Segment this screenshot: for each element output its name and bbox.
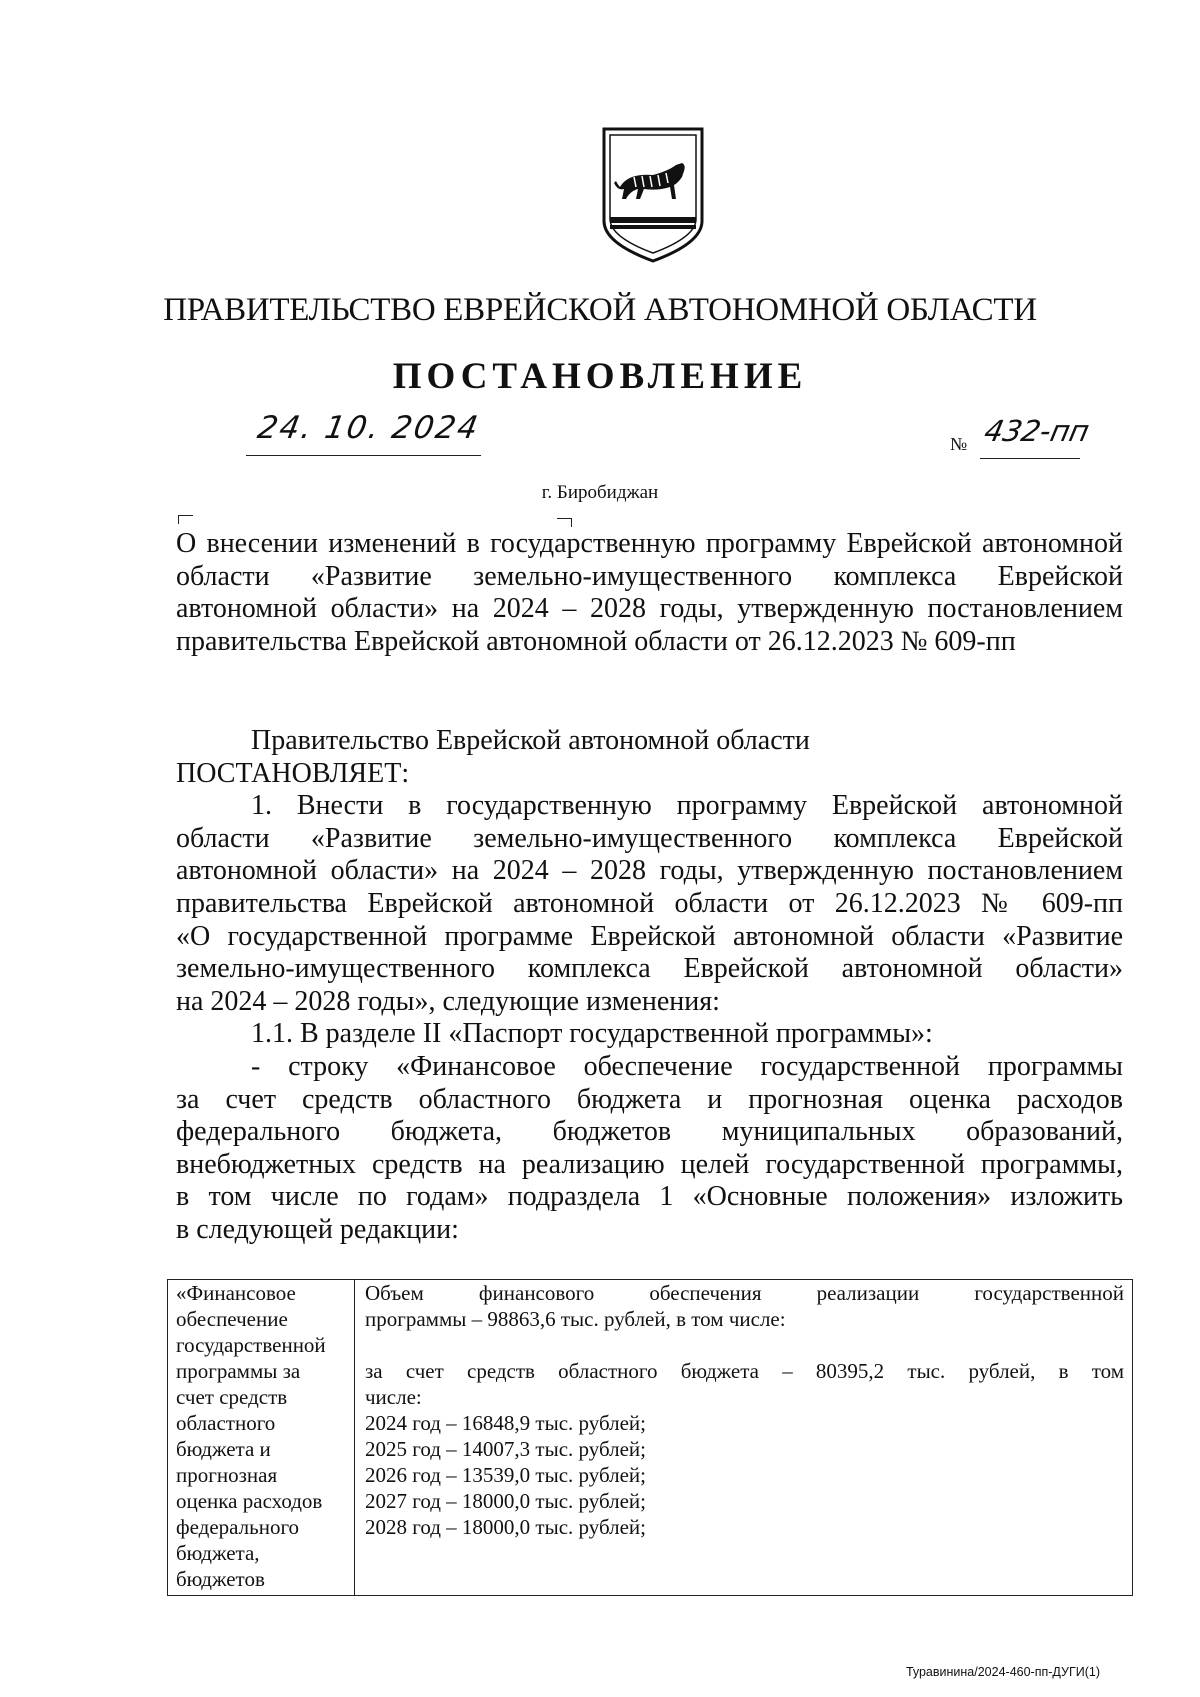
table-row bbox=[168, 1280, 1133, 1596]
item-1-line: 1. Внести в государственную программу Еврейской автономной bbox=[251, 790, 1123, 822]
total-funding-line: Объем финансового обеспечения реализации государственной bbox=[365, 1281, 1124, 1305]
row-header-line: прогнозная bbox=[176, 1463, 278, 1487]
item-1-1-line: в следующей редакции: bbox=[176, 1213, 459, 1245]
item-1-line: земельно-имущественного комплекса Еврейской автономной области» bbox=[176, 953, 1123, 985]
row-header-line: бюджетов bbox=[176, 1567, 265, 1591]
item-1-1-line: федерального бюджета, бюджетов муниципальных образований, bbox=[176, 1116, 1123, 1148]
year-amount: 2025 год – 14007,3 тыс. рублей; bbox=[365, 1437, 647, 1461]
resolution-body bbox=[176, 725, 1123, 1247]
title-bracket-left bbox=[178, 515, 193, 524]
government-title: ПРАВИТЕЛЬСТВО ЕВРЕЙСКОЙ АВТОНОМНОЙ ОБЛАСТИ bbox=[163, 292, 1037, 328]
subject-line: автономной области» на 2024 – 2028 годы, утвержденную постановлением bbox=[176, 593, 1123, 625]
title-bracket-right bbox=[557, 518, 572, 527]
number-underline bbox=[980, 458, 1080, 459]
intro-line: Правительство Еврейской автономной области bbox=[251, 725, 810, 756]
item-1-line: правительства Еврейской автономной области от 26.12.2023 № 609-пп bbox=[176, 887, 1123, 919]
item-1-1-line: - строку «Финансовое обеспечение государственной программы bbox=[251, 1050, 1123, 1082]
year-amount: 2028 год – 18000,0 тыс. рублей; bbox=[365, 1515, 647, 1539]
item-1-line: области «Развитие земельно-имущественного комплекса Еврейской bbox=[176, 822, 1123, 854]
year-amount: 2027 год – 18000,0 тыс. рублей; bbox=[365, 1489, 647, 1513]
item-1-1-heading: 1.1. В разделе II «Паспорт государственной программы»: bbox=[251, 1018, 933, 1050]
item-1-line: на 2024 – 2028 годы», следующие изменения: bbox=[176, 985, 720, 1017]
row-header-line: обеспечение bbox=[176, 1307, 288, 1331]
subject-line: области «Развитие земельно-имущественного комплекса Еврейской bbox=[176, 560, 1123, 592]
document-type-heading: ПОСТАНОВЛЕНИЕ bbox=[392, 356, 808, 397]
row-header-line: государственной bbox=[176, 1333, 326, 1357]
year-amount: 2024 год – 16848,9 тыс. рублей; bbox=[365, 1411, 647, 1435]
document-footer-code: Туравинина/2024-460-пп-ДУГИ(1) bbox=[905, 1665, 1100, 1679]
item-1-1-line: в том числе по годам» подраздела 1 «Основные положения» изложить bbox=[176, 1181, 1123, 1213]
row-header-line: бюджета, bbox=[176, 1541, 260, 1565]
handwritten-date: 24. 10. 2024 bbox=[254, 410, 483, 446]
item-1-1-line: внебюджетных средств на реализацию целей государственной программы, bbox=[176, 1148, 1123, 1180]
city: г. Биробиджан bbox=[541, 482, 659, 503]
row-header-line: счет средств bbox=[176, 1385, 288, 1409]
row-header-line: программы за bbox=[176, 1359, 301, 1383]
total-funding-line: программы – 98863,6 тыс. рублей, в том числе: bbox=[365, 1307, 786, 1331]
row-header-cell bbox=[168, 1280, 355, 1596]
coat-of-arms-emblem bbox=[598, 125, 708, 265]
year-amount: 2026 год – 13539,0 тыс. рублей; bbox=[365, 1463, 647, 1487]
document-subject bbox=[176, 528, 1123, 658]
subject-line: правительства Еврейской автономной области от 26.12.2023 № 609-пп bbox=[176, 625, 1016, 657]
spacer bbox=[365, 1332, 1124, 1358]
intro-decree: ПОСТАНОВЛЯЕТ: bbox=[176, 757, 410, 789]
row-header-line: оценка расходов bbox=[176, 1489, 323, 1513]
item-1-line: «О государственной программе Еврейской автономной области «Развитие bbox=[176, 920, 1123, 952]
row-header-line: областного bbox=[176, 1411, 276, 1435]
date-underline bbox=[246, 455, 481, 456]
financing-table bbox=[167, 1279, 1133, 1596]
financing-value-cell bbox=[355, 1280, 1133, 1596]
subject-line: О внесении изменений в государственную программу Еврейской автономной bbox=[176, 528, 1123, 559]
regional-budget-line: числе: bbox=[365, 1385, 422, 1409]
row-header-line: «Финансовое bbox=[176, 1281, 296, 1305]
handwritten-number: 432-пп bbox=[981, 414, 1093, 448]
number-label: № bbox=[950, 434, 968, 454]
row-header-line: федерального bbox=[176, 1515, 300, 1539]
row-header-line: бюджета и bbox=[176, 1437, 271, 1461]
regional-budget-line: за счет средств областного бюджета – 80395,2 тыс. рублей, в том bbox=[365, 1359, 1124, 1383]
item-1-1-line: за счет средств областного бюджета и прогнозная оценка расходов bbox=[176, 1083, 1123, 1115]
item-1-line: автономной области» на 2024 – 2028 годы, утвержденную постановлением bbox=[176, 855, 1123, 887]
